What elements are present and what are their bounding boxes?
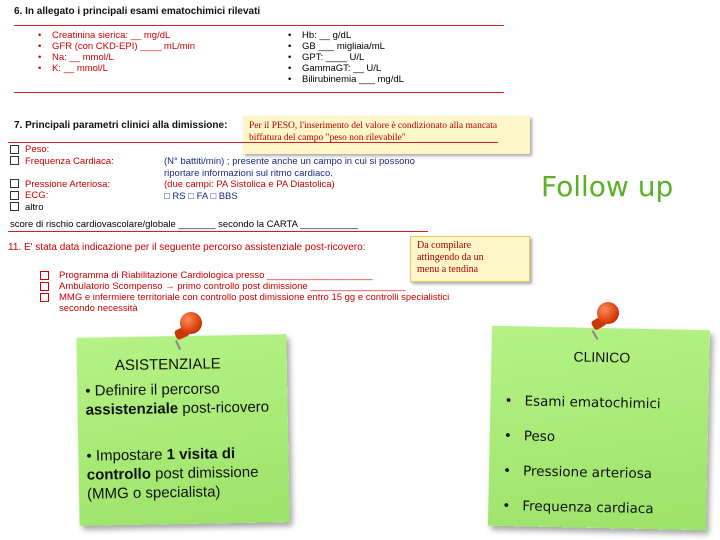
menu-note-line: Da compilare [417,240,472,251]
lab-item: • GFR (con CKD-EPI) ____ mL/min [38,41,196,52]
clinico-heading: CLINICO [573,348,631,366]
clinico-list [502,384,661,527]
lab-item: • Hb: __ g/dL [288,30,352,41]
checkbox-icon [10,179,19,188]
param-label: ECG: [10,190,114,202]
lab-item: • Creatinina sierica: __ mg/dL [38,30,171,41]
param-label: Frequenza Cardiaca: [10,156,114,168]
checkbox-icon [10,145,19,154]
list-item: • Esami ematochimici [504,393,661,413]
assistenziale-bullet-2: • Impostare 1 visita di controllo post dimissione (MMG o specialista) [86,445,259,503]
section-11-list [40,270,449,314]
score-line: score di rischio cardiovascolare/globale _______ secondo la CARTA ___________ [10,219,359,230]
list-item: • Peso [503,428,556,446]
section-7-values [164,156,415,202]
follow-up-title: Follow up [541,170,674,203]
path-item: Ambulatorio Scompenso → primo controllo post dimissione __________________ [40,281,449,292]
param-value: (N° battiti/min) ; presente anche un campo in cui si possono [164,156,415,167]
assistenziale-heading: ASISTENZIALE [114,355,221,375]
clinico-note [488,326,710,531]
assistenziale-bullet-1: • Definire il percorso assistenziale post-ricovero [85,380,270,419]
lab-item: • Bilirubinemia ___ mg/dL [288,74,404,85]
assistenziale-note [76,334,289,526]
param-value: riportare informazioni sul ritmo cardiaco. [164,167,333,179]
lab-item: • GPT: ____ U/L [288,52,365,63]
lab-item: • K: __ mmol/L [38,63,108,74]
param-value: □ RS □ FA □ BBS [164,190,238,202]
lab-item: • Na: __ mmol/L [38,52,114,63]
list-item: • Frequenza cardiaca [502,497,654,518]
path-item: secondo necessità [59,303,138,314]
list-item: • Pressione arteriosa [502,463,653,483]
section-7-labels [10,144,114,213]
path-item: Programma di Riabilitazione Cardiologica presso ____________________ [40,270,449,281]
section-7-title: 7. Principali parametri clinici alla dimissione: [14,120,228,131]
peso-note-line: biffatura del campo "peso non rilevabile" [249,133,406,143]
checkbox-icon [40,293,49,302]
lab-item: • GB ___ migliaia/mL [288,41,385,52]
checkbox-icon [40,271,49,280]
lab-item: • GammaGT: __ U/L [288,63,382,74]
param-label [10,167,114,179]
checkbox-icon [40,282,49,291]
menu-note-line: attingendo da un [417,252,484,263]
param-label: Peso: [10,144,114,156]
checkbox-icon [10,202,19,211]
section-6-title: 6. In allegato i principali esami ematochimici rilevati [14,6,261,17]
section-6-left-list [38,30,195,74]
peso-note-line: Per il PESO, l'inserimento del valore è condizionato alla mancata [249,121,498,131]
checkbox-icon [10,156,19,165]
path-item: MMG e infermiere territoriale con controllo post dimissione entro 15 gg e controlli specialistici [40,292,449,303]
section-11-title: 11. E' stata data indicazione per il seguente percorso assistenziale post-ricovero: [8,242,366,253]
param-label: Pressione Arteriosa: [10,179,114,191]
checkbox-icon [10,191,19,200]
param-label: altro [10,202,114,214]
section-6-right-list [288,30,404,85]
param-value: (due campi: PA Sistolica e PA Diastolica) [164,179,335,190]
menu-note-line: menu a tendina [417,264,479,275]
divider [8,231,428,232]
